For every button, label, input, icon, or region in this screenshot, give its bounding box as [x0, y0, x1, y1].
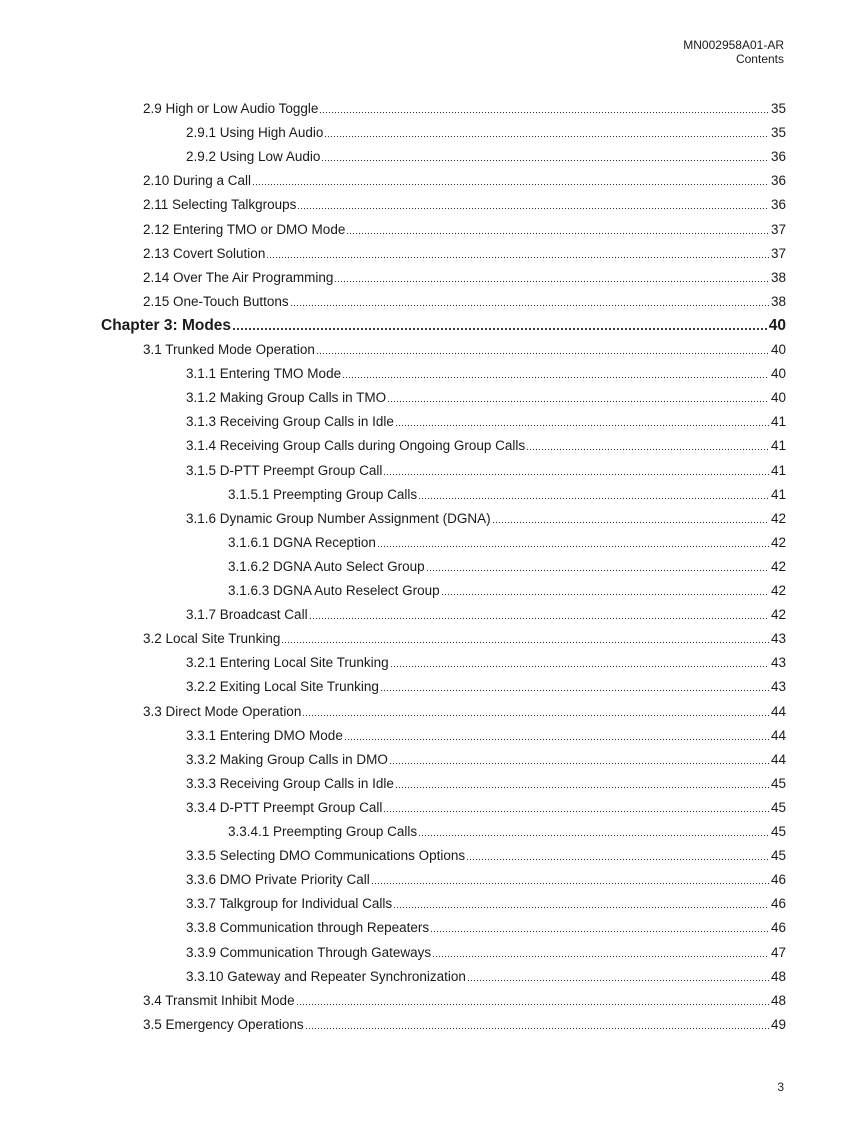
- toc-entry-title: 3.1.3 Receiving Group Calls in Idle: [186, 414, 394, 430]
- dot-leader: [252, 183, 769, 186]
- toc-entry-page: 44: [770, 703, 786, 719]
- toc-entry-page: 37: [770, 221, 786, 237]
- toc-entry[interactable]: [143, 169, 786, 189]
- toc-entry-title: 3.1.1 Entering TMO Mode: [186, 366, 342, 382]
- toc-entry-title: 3.1.6.3 DGNA Auto Reselect Group: [228, 583, 440, 598]
- toc-entry-title: 3.1 Trunked Mode Operation: [143, 342, 315, 357]
- toc-entry-title: 3.3.6 DMO Private Priority Call: [186, 872, 370, 888]
- toc-entry[interactable]: [186, 941, 786, 961]
- toc-entry[interactable]: [186, 459, 786, 479]
- toc-entry-title: 2.15 One-Touch Buttons: [143, 293, 289, 309]
- toc-entry-page: 43: [770, 655, 786, 671]
- toc-entry-title: 2.9 High or Low Audio Toggle: [143, 101, 319, 116]
- toc-entry-page: 46: [770, 896, 786, 912]
- toc-entry-title: 3.1.7 Broadcast Call: [186, 607, 308, 623]
- page-number: 3: [777, 1080, 784, 1094]
- dot-leader: [344, 738, 769, 741]
- toc-entry[interactable]: [228, 820, 786, 840]
- toc-entry-page: 35: [770, 125, 786, 141]
- dot-leader: [383, 473, 769, 476]
- toc-entry[interactable]: [143, 193, 786, 213]
- toc-entry-page: 42: [770, 510, 786, 526]
- toc-entry[interactable]: [143, 700, 786, 720]
- toc-entry-title: 2.11 Selecting Talkgroups: [143, 197, 297, 213]
- toc-entry-page: 47: [770, 944, 786, 960]
- dot-leader: [418, 497, 769, 500]
- toc-entry-title: 3.2.1 Entering Local Site Trunking: [186, 655, 389, 671]
- toc-entry-title: 3.3.3 Receiving Group Calls in Idle: [186, 775, 394, 791]
- toc-entry[interactable]: [186, 507, 786, 527]
- toc-entry[interactable]: [143, 242, 786, 262]
- toc-entry[interactable]: [186, 796, 786, 816]
- toc-entry-page: 49: [770, 1016, 786, 1032]
- toc-entry[interactable]: [143, 627, 786, 647]
- dot-leader: [266, 256, 769, 259]
- toc-entry[interactable]: [186, 121, 786, 141]
- toc-entry-page: 40: [768, 316, 786, 334]
- toc-entry[interactable]: [143, 266, 786, 286]
- page-header: [683, 38, 784, 66]
- toc-entry-title: 2.9.1 Using High Audio: [186, 125, 324, 141]
- toc-entry-page: 40: [770, 366, 786, 382]
- dot-leader: [393, 906, 769, 909]
- toc-entry-title: 3.5 Emergency Operations: [143, 1016, 304, 1032]
- dot-leader: [492, 521, 769, 524]
- toc-entry[interactable]: [186, 965, 786, 985]
- toc-entry-title: 3.2.2 Exiting Local Site Trunking: [186, 679, 379, 695]
- dot-leader: [305, 1027, 769, 1030]
- toc-entry[interactable]: [143, 218, 786, 238]
- dot-leader: [296, 1003, 769, 1006]
- section-label: Contents: [735, 52, 784, 66]
- toc-entry-page: 40: [770, 342, 786, 357]
- toc-entry-page: 43: [770, 679, 786, 695]
- toc-entry[interactable]: [186, 724, 786, 744]
- dot-leader: [380, 689, 769, 692]
- dot-leader: [232, 327, 767, 331]
- toc-entry-page: 36: [770, 149, 786, 165]
- toc-entry-page: 36: [770, 197, 786, 213]
- toc-entry[interactable]: [186, 434, 786, 454]
- toc-entry-page: 45: [770, 824, 786, 839]
- toc-entry-title: 2.9.2 Using Low Audio: [186, 149, 321, 165]
- toc-entry-page: 41: [770, 462, 786, 478]
- dot-leader: [526, 448, 769, 451]
- dot-leader: [395, 786, 769, 789]
- toc-entry[interactable]: [186, 892, 786, 912]
- toc-entry-title: 3.1.6 Dynamic Group Number Assignment (DGNA): [186, 510, 491, 526]
- toc-entry-title: 3.3.4.1 Preempting Group Calls: [228, 824, 418, 839]
- toc-entry[interactable]: [143, 338, 786, 358]
- toc-entry-title: 2.10 During a Call: [143, 173, 252, 189]
- toc-entry[interactable]: [186, 386, 786, 406]
- dot-leader: [466, 858, 769, 861]
- toc-entry[interactable]: [143, 1013, 786, 1033]
- toc-entry[interactable]: [143, 290, 786, 310]
- toc-entry-page: 38: [770, 269, 786, 285]
- toc-entry-title: 3.3.5 Selecting DMO Communications Options: [186, 848, 466, 864]
- toc-entry[interactable]: [186, 651, 786, 671]
- toc-entry[interactable]: [143, 989, 786, 1009]
- dot-leader: [281, 641, 769, 644]
- dot-leader: [377, 545, 769, 548]
- toc-entry-page: 45: [770, 775, 786, 791]
- toc-entry-title: 3.1.5.1 Preempting Group Calls: [228, 486, 418, 502]
- toc-entry-page: 40: [770, 390, 786, 406]
- dot-leader: [309, 617, 769, 620]
- toc-entry[interactable]: [143, 97, 786, 117]
- toc-entry-page: 36: [770, 173, 786, 189]
- dot-leader: [432, 955, 769, 958]
- toc-entry-title: 3.3.2 Making Group Calls in DMO: [186, 751, 388, 767]
- toc-entry-title: 2.12 Entering TMO or DMO Mode: [143, 221, 346, 237]
- toc-entry-title: 3.1.6.1 DGNA Reception: [228, 534, 376, 550]
- dot-leader: [383, 810, 769, 813]
- toc-entry-page: 38: [770, 293, 786, 309]
- toc-entry-title: 3.1.5 D-PTT Preempt Group Call: [186, 462, 383, 478]
- dot-leader: [389, 762, 769, 765]
- toc-entry-title: 3.1.6.2 DGNA Auto Select Group: [228, 558, 425, 574]
- toc-entry[interactable]: [186, 362, 786, 382]
- toc-entry-title: 2.14 Over The Air Programming: [143, 269, 334, 285]
- dot-leader: [390, 665, 769, 668]
- dot-leader: [302, 714, 769, 717]
- toc-entry-page: 41: [770, 438, 786, 454]
- dot-leader: [316, 352, 769, 355]
- toc-entry-title: 3.3.9 Communication Through Gateways: [186, 944, 432, 960]
- toc-entry-page: 42: [770, 534, 786, 550]
- toc-entry[interactable]: [186, 916, 786, 936]
- dot-leader: [321, 159, 769, 162]
- dot-leader: [324, 135, 769, 138]
- dot-leader: [467, 979, 769, 982]
- dot-leader: [441, 593, 769, 596]
- document-number: MN002958A01-AR: [683, 38, 784, 52]
- toc-entry[interactable]: [228, 483, 786, 503]
- dot-leader: [346, 232, 769, 235]
- toc-entry-page: 42: [770, 607, 786, 623]
- toc-entry-page: 37: [770, 245, 786, 261]
- toc-entry[interactable]: [186, 410, 786, 430]
- toc-entry-page: 44: [770, 727, 786, 743]
- toc-entry[interactable]: [186, 675, 786, 695]
- dot-leader: [387, 400, 769, 403]
- toc-entry-title: 3.3.7 Talkgroup for Individual Calls: [186, 896, 393, 912]
- toc-entry-title: 3.4 Transmit Inhibit Mode: [143, 992, 295, 1008]
- dot-leader: [342, 376, 769, 379]
- toc-entry-page: 42: [770, 558, 786, 574]
- toc-entry-title: 3.1.4 Receiving Group Calls during Ongoing Group Calls: [186, 438, 526, 454]
- dot-leader: [426, 569, 769, 572]
- dot-leader: [334, 280, 769, 283]
- toc-entry[interactable]: [228, 579, 786, 599]
- toc-entry-title: 3.2 Local Site Trunking: [143, 631, 281, 647]
- toc-entry-page: 45: [770, 799, 786, 815]
- toc-entry[interactable]: [186, 844, 786, 864]
- toc-entry-page: 46: [770, 872, 786, 888]
- toc-entry-page: 41: [770, 414, 786, 430]
- toc-chapter-entry[interactable]: [101, 314, 786, 334]
- dot-leader: [290, 304, 769, 307]
- toc-entry-page: 44: [770, 751, 786, 767]
- toc-entry-page: 48: [770, 992, 786, 1008]
- toc-entry[interactable]: [186, 772, 786, 792]
- toc-entry-title: 2.13 Covert Solution: [143, 245, 266, 261]
- toc-entry[interactable]: [186, 748, 786, 768]
- toc-entry[interactable]: [186, 145, 786, 165]
- toc-entry-title: 3.3.1 Entering DMO Mode: [186, 727, 343, 743]
- toc-entry-page: 45: [770, 848, 786, 864]
- toc-entry-page: 42: [770, 583, 786, 598]
- toc-entry-page: 35: [770, 101, 786, 116]
- dot-leader: [319, 111, 769, 114]
- toc-entry-page: 46: [770, 920, 786, 936]
- toc-entry-page: 41: [770, 486, 786, 502]
- toc-entry-title: 3.3.4 D-PTT Preempt Group Call: [186, 799, 383, 815]
- toc-entry-title: 3.3.10 Gateway and Repeater Synchronization: [186, 968, 466, 984]
- dot-leader: [395, 424, 769, 427]
- toc-entry[interactable]: [186, 868, 786, 888]
- dot-leader: [430, 930, 769, 933]
- dot-leader: [418, 834, 769, 837]
- toc-entry[interactable]: [228, 531, 786, 551]
- toc-entry-title: 3.3 Direct Mode Operation: [143, 703, 302, 719]
- toc-entry-title: 3.1.2 Making Group Calls in TMO: [186, 390, 387, 406]
- toc-entry-page: 48: [770, 968, 786, 984]
- dot-leader: [297, 207, 769, 210]
- dot-leader: [371, 882, 769, 885]
- toc-entry[interactable]: [228, 555, 786, 575]
- toc-entry-title: 3.3.8 Communication through Repeaters: [186, 920, 430, 936]
- toc-entry[interactable]: [186, 603, 786, 623]
- toc-entry-title: Chapter 3: Modes: [101, 316, 232, 334]
- toc-entry-page: 43: [770, 631, 786, 647]
